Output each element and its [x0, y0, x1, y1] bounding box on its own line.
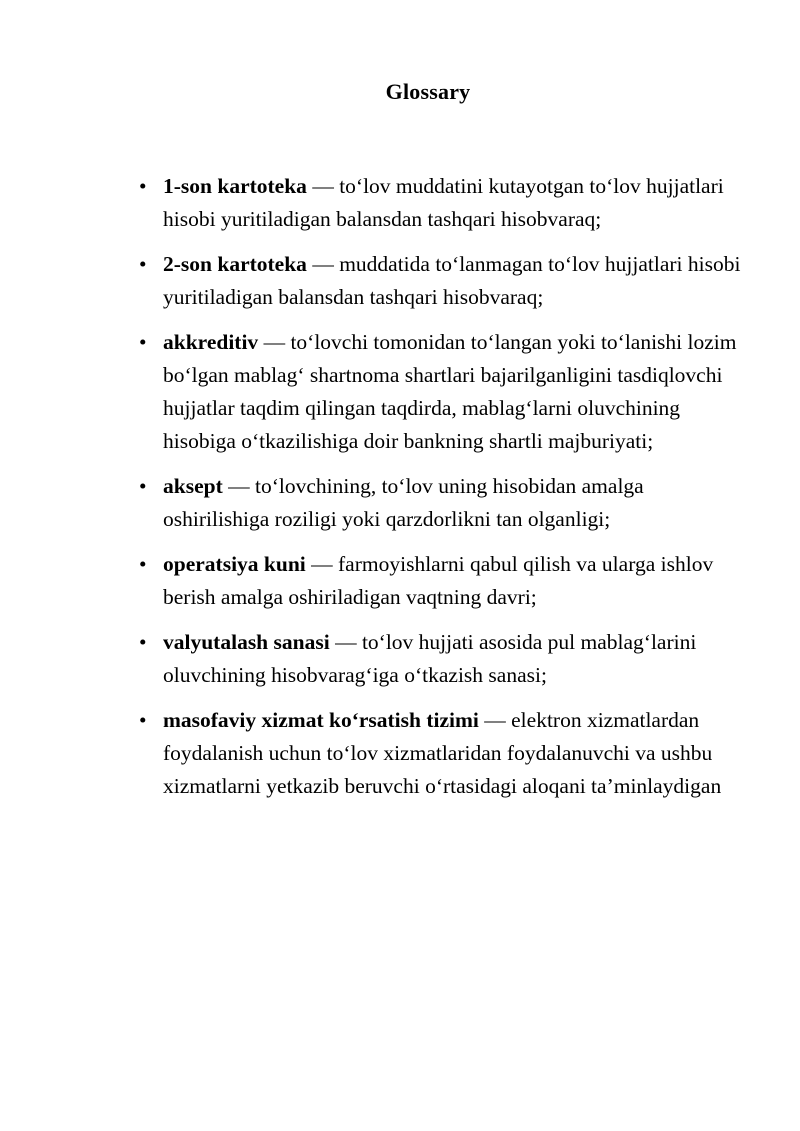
glossary-term: valyutalash sanasi: [163, 630, 330, 654]
glossary-definition: — elektron xizmatlardan foydalanish uchun toʻlov xizmatlaridan foydalanuvchi va ushbu xizmatlarni yetkazib beruvchi oʻrtasidagi aloqani ta’minlaydigan: [163, 708, 722, 798]
glossary-term: masofaviy xizmat koʻrsatish tizimi: [163, 708, 479, 732]
glossary-item: [163, 548, 743, 614]
glossary-definition: — toʻlovchining, toʻlov uning hisobidan amalga oshirilishiga roziligi yoki qarzdorlikni tan olganligi;: [163, 474, 644, 531]
glossary-definition: — toʻlov hujjati asosida pul mablagʻlarini oluvchining hisobvaragʻiga oʻtkazish sanasi;: [163, 630, 697, 687]
page-title: Glossary: [385, 79, 471, 104]
glossary-definition: — muddatida toʻlanmagan toʻlov hujjatlari hisobi yuritiladigan balansdan tashqari hisobvaraq;: [163, 252, 741, 309]
glossary-item: [163, 170, 743, 236]
glossary-item: [163, 704, 743, 803]
glossary-definition: — toʻlovchi tomonidan toʻlangan yoki toʻlanishi lozim boʻlgan mablagʻ shartnoma shartlari bajarilganligini tasdiqlovchi hujjatlar taqdim qilingan taqdirda, mablagʻlarni oluvchining hisobiga oʻtkazilishiga doir bankning shartli majburiyati;: [163, 330, 737, 453]
glossary-term: operatsiya kuni: [163, 552, 306, 576]
glossary-list: [113, 170, 743, 803]
glossary-definition: — farmoyishlarni qabul qilish va ularga ishlov berish amalga oshiriladigan vaqtning davri;: [163, 552, 714, 609]
glossary-item: [163, 248, 743, 314]
glossary-item: [163, 626, 743, 692]
glossary-term: 1-son kartoteka: [163, 174, 307, 198]
glossary-item: [163, 326, 743, 458]
glossary-definition: — toʻlov muddatini kutayotgan toʻlov hujjatlari hisobi yuritiladigan balansdan tashqari hisobvaraq;: [163, 174, 724, 231]
glossary-term: aksept: [163, 474, 223, 498]
glossary-item: [163, 470, 743, 536]
glossary-term: 2-son kartoteka: [163, 252, 307, 276]
glossary-term: akkreditiv: [163, 330, 259, 354]
